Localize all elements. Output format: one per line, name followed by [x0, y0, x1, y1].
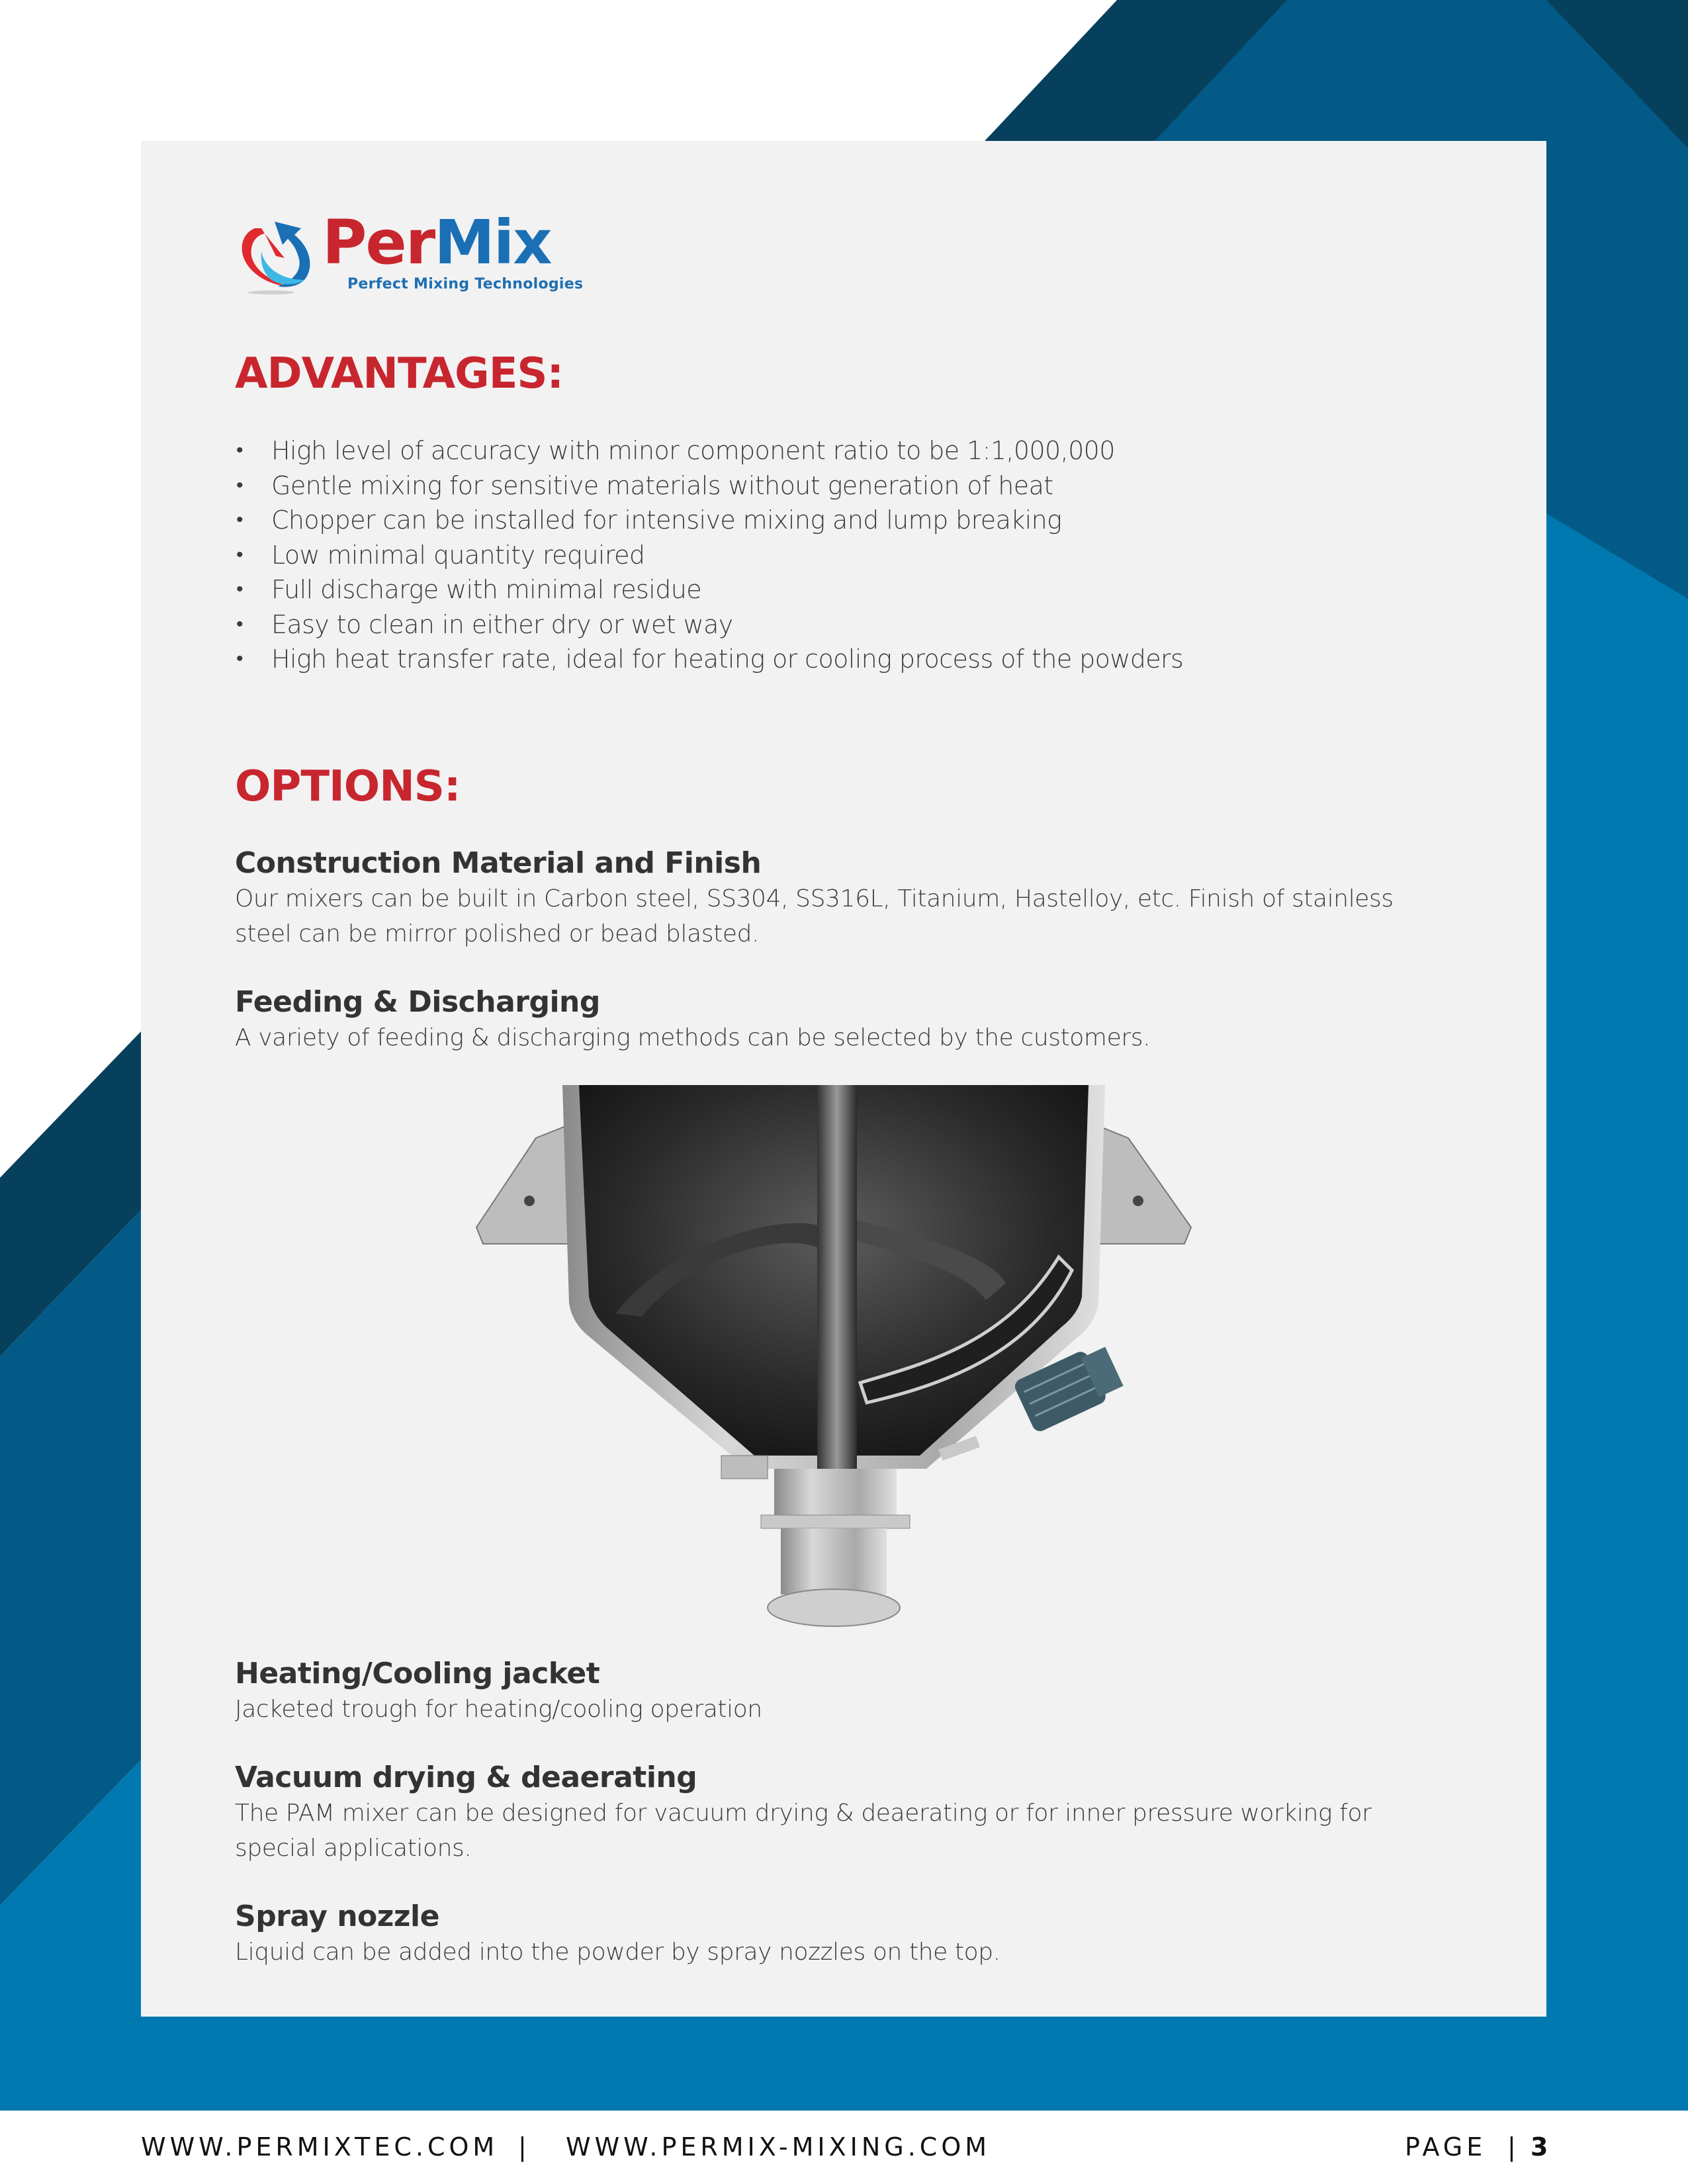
- bullet-icon: •: [236, 473, 243, 497]
- mixing-arrows-icon: [235, 215, 321, 294]
- option-desc: Liquid can be added into the powder by spray nozzles on the top.: [235, 1939, 1000, 1966]
- option-title: Construction Material and Finish: [235, 846, 762, 880]
- bullet-icon: •: [236, 578, 243, 601]
- option-construction-material: [235, 846, 1479, 951]
- page-separator: |: [1507, 2132, 1520, 2162]
- website-link-permix-mixing[interactable]: WWW.PERMIX-MIXING.COM: [566, 2132, 991, 2162]
- content-card: [141, 141, 1546, 2017]
- bullet-icon: •: [236, 439, 243, 462]
- advantage-item: • Full discharge with minimal residue: [235, 572, 1183, 607]
- page-number: 3: [1531, 2132, 1552, 2162]
- bullet-icon: •: [236, 543, 243, 566]
- option-feeding-discharging: [235, 984, 1479, 1055]
- advantage-item: • High level of accuracy with minor component ratio to be 1:1,000,000: [235, 433, 1183, 468]
- option-spray-nozzle: [235, 1899, 1479, 1970]
- option-desc: steel can be mirror polished or bead blasted.: [235, 920, 760, 947]
- option-title: Vacuum drying & deaerating: [235, 1761, 697, 1794]
- advantage-item: • Low minimal quantity required: [235, 538, 1183, 573]
- logo-tagline: Perfect Mixing Technologies: [347, 276, 584, 292]
- footer-separator: |: [518, 2132, 531, 2162]
- bullet-icon: •: [236, 647, 243, 670]
- option-title: Heating/Cooling jacket: [235, 1657, 600, 1690]
- bullet-icon: •: [236, 612, 243, 636]
- mixer-cutaway-image: [463, 1085, 1204, 1628]
- advantages-heading: ADVANTAGES:: [235, 349, 564, 398]
- logo-mix: Mix: [434, 207, 551, 278]
- option-desc: special applications.: [235, 1835, 472, 1862]
- page-footer: [141, 2124, 1552, 2170]
- option-desc: Our mixers can be built in Carbon steel, SS304, SS316L, Titanium, Hastelloy, etc. Finish of stainless: [235, 885, 1394, 912]
- permix-logo: [235, 207, 584, 298]
- advantage-item: • Chopper can be installed for intensive mixing and lump breaking: [235, 503, 1183, 538]
- option-title: Spray nozzle: [235, 1900, 439, 1933]
- option-desc: A variety of feeding & discharging methods can be selected by the customers.: [235, 1024, 1151, 1051]
- option-heating-cooling: [235, 1656, 1479, 1727]
- advantage-item: • High heat transfer rate, ideal for heating or cooling process of the powders: [235, 642, 1183, 677]
- advantages-list: [235, 433, 1183, 677]
- bg-right-bright: [1546, 513, 1688, 2111]
- option-desc: The PAM mixer can be designed for vacuum drying & deaerating or for inner pressure working for: [235, 1800, 1372, 1827]
- logo-wordmark: [322, 207, 551, 278]
- option-desc: Jacketed trough for heating/cooling operation: [235, 1696, 762, 1723]
- advantage-item: • Easy to clean in either dry or wet way: [235, 607, 1183, 642]
- options-heading: OPTIONS:: [235, 762, 461, 811]
- logo-per: Per: [322, 207, 435, 278]
- option-vacuum-drying: [235, 1760, 1479, 1866]
- advantage-item: • Gentle mixing for sensitive materials without generation of heat: [235, 468, 1183, 503]
- bullet-icon: •: [236, 508, 243, 531]
- option-title: Feeding & Discharging: [235, 985, 600, 1019]
- page-label: PAGE: [1405, 2132, 1487, 2162]
- website-link-permixtec[interactable]: WWW.PERMIXTEC.COM: [141, 2132, 499, 2162]
